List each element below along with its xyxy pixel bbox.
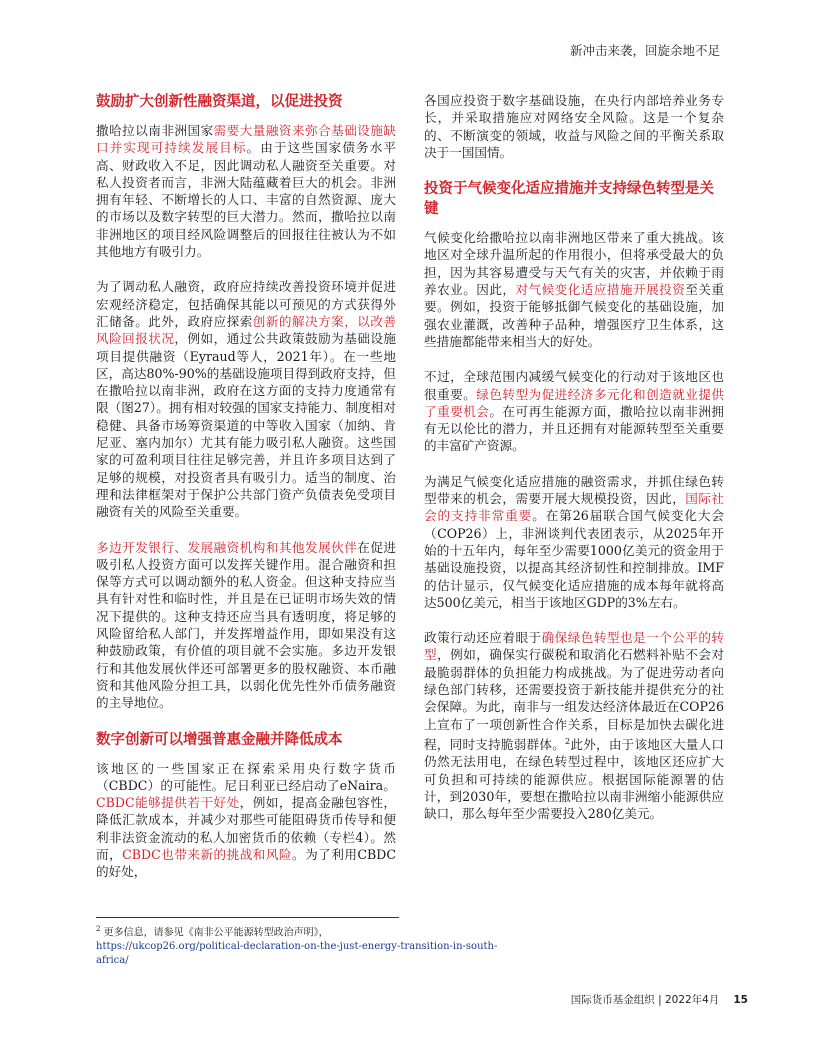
footer-source: 国际货币基金组织 | 2022年4月 [570,994,720,1006]
highlight-text: 对气候变化适应措施开展投资 [515,282,686,298]
footnote-divider [96,917,399,918]
paragraph-investment-climate: 为了调动私人融资，政府应持续改善投资环境并促进宏观经济稳定，包括确保其能以可预见的方式获得外汇储备。此外，政府应探索创新的解决方案，以改善风险回报状况，例如，通过公共政策鼓励为基础设施项目提供融资（Eyraud等人，2021年）。在一些地区，高达80%-90%的基础设施项目得到政府支持，但在撒哈拉以南非洲，政府在这方面的支持力度通常有限（图27）。拥有相对较强的国家支持能力、制度相对稳健、具备市场筹资渠道的中等收入国家（加纳、肯尼亚、塞内加尔）尤其有能力吸引私人融资。这些国家的可盈利项目往往足够完善，并且许多项目达到了足够的规模，对投资者具有吸引力。适当的制度、治理和法律框架对于保护公共部门资产负债表免受项目融资有关的风险至关重要。 [96,279,397,520]
highlight-text: 确保绿色转型也是一个公平的转型 [424,630,725,663]
highlight-text: CBDC也带来新的挑战和风险 [122,846,293,862]
paragraph-climate-challenge: 气候变化给撒哈拉以南非洲地区带来了重大挑战。该地区对全球升温所起的作用很小，但将承受最大的负担，因为其容易遭受与天气有关的灾害，并依赖于雨养农业。因此，对气候变化适应措施开展投资至关重要。例如，投资于能够抵御气候变化的基础设施，加强农业灌溉，改善种子品种，增强医疗卫生体系，这些措施都能带来相当大的好处。 [424,230,725,349]
section-heading-climate-adaptation: 投资于气候变化适应措施并支持绿色转型是关键 [424,181,714,218]
footnote [96,922,516,968]
page-number: 15 [733,994,748,1006]
highlight-text: 多边开发银行、发展融资机构和其他发展伙伴 [96,539,358,555]
paragraph-development-partners: 多边开发银行、发展融资机构和其他发展伙伴在促进吸引私人投资方面可以发挥关键作用。混合融资和担保等方式可以调动额外的私人资金。但这种支持应当具有针对性和临时性，并且是在已证明市场失效的情况下提供的。这种支持还应当具有透明度，将足够的风险留给私人部门，并发挥增益作用，即如果没有这种鼓励政策，有价值的项目就不会实施。多边开发银行和其他发展伙伴还可部署更多的股权融资、本币融资和其他风险分担工具，以弱化优先性外币债务融资的主导地位。 [96,539,397,711]
left-column [96,92,396,899]
highlight-text: 创新的解决方案，以改善风险回报状况 [96,313,397,347]
right-column [424,92,724,841]
highlight-text: 绿色转型为促进经济多元化和创造就业提供了重要机会 [424,386,725,419]
running-header: 新冲击来袭，回旋余地不足 [569,43,720,58]
footnote-marker: 2 [565,736,571,746]
paragraph-cbdc: 该地区的一些国家正在探索采用央行数字货币（CBDC）的可能性。尼日利亚已经启动了eNaira。CBDC能够提供若干好处，例如，提高金融包容性，降低汇款成本，并减少对那些可能阻碍货币传导和便利非法资金流动的私人加密货币的依赖（专栏4）。然而，CBDC也带来新的挑战和风险。为了利用CBDC的好处， [96,760,397,880]
section-heading-digital-innovation: 数字创新可以增强普惠金融并降低成本 [96,731,343,748]
paragraph-digital-infrastructure: 各国应投资于数字基础设施，在央行内部培养业务专长，并采取措施应对网络安全风险。这是一个复杂的、不断演变的领域，收益与风险之间的平衡关系取决于一国国情。 [424,93,724,160]
paragraph-private-finance: 撒哈拉以南非洲国家需要大量融资来弥合基础设施缺口并实现可持续发展目标。由于这些国家债务水平高、财政收入不足，因此调动私人融资至关重要。对私人投资者而言，非洲大陆蕴藏着巨大的机会。非洲拥有年轻、不断增长的人口、丰富的自然资源、庞大的市场以及数字转型的巨大潜力。然而，撒哈拉以南非洲地区的项目经风险调整后的回报往往被认为不如其他地方有吸引力。 [96,123,397,260]
paragraph-just-transition: 政策行动还应着眼于确保绿色转型也是一个公平的转型，例如，确保实行碳税和取消化石燃料补贴不会对最脆弱群体的负担能力构成挑战。为了促进劳动者向绿色部门转移，还需要投资于新技能并提供充分的社会保障。为此，南非与一组发达经济体最近在COP26上宣布了一项创新性合作关系，目标是加快去碳化进程，同时支持脆弱群体。$^2$此外，由于该地区大量人口仍然无法用电，在绿色转型过程中，该地区还应扩大可负担和可持续的能源供应。根据国际能源署的估计，到2030年，要想在撒哈拉以南非洲缩小能源供应缺口，那么每年至少需要投入280亿美元。 [424,630,725,822]
footnote-link[interactable]: https://ukcop26.org/political-declaration-on-the-just-energy-transition-in-south-africa/ [96,941,498,967]
highlight-text: 国际社会的支持非常重要 [424,491,725,524]
footnote-text: 更多信息，请参见《南非公平能源转型政治声明》， [103,927,329,939]
page-footer [571,992,748,1007]
highlight-text: 需要大量融资来弥合基础设施缺口并实现可持续发展目标 [96,123,397,156]
footnote-number: 2 [96,925,101,933]
section-heading-innovative-finance: 鼓励扩大创新性融资渠道，以促进投资 [96,94,343,110]
paragraph-green-transition: 不过，全球范围内减缓气候变化的行动对于该地区也很重要。绿色转型为促进经济多元化和创造就业提供了重要机会。在可再生能源方面，撒哈拉以南非洲拥有无以伦比的潜力，并且还拥有对能源转型至关重要的丰富矿产资源。 [424,369,725,454]
highlight-text: CBDC能够提供若干好处 [96,795,240,811]
paragraph-international-support: 为满足气候变化适应措施的融资需求，并抓住绿色转型带来的机会，需要开展大规模投资，因此，国际社会的支持非常重要。在第26届联合国气候变化大会（COP26）上，非洲谈判代表团表示，从2025年开始的十五年内，每年至少需要1000亿美元的资金用于基础设施投资，以提高其经济韧性和控制排放。IMF的估计显示，仅气候变化适应措施的成本每年就将高达500亿美元，相当于该地区GDP的3%左右。 [424,473,725,610]
